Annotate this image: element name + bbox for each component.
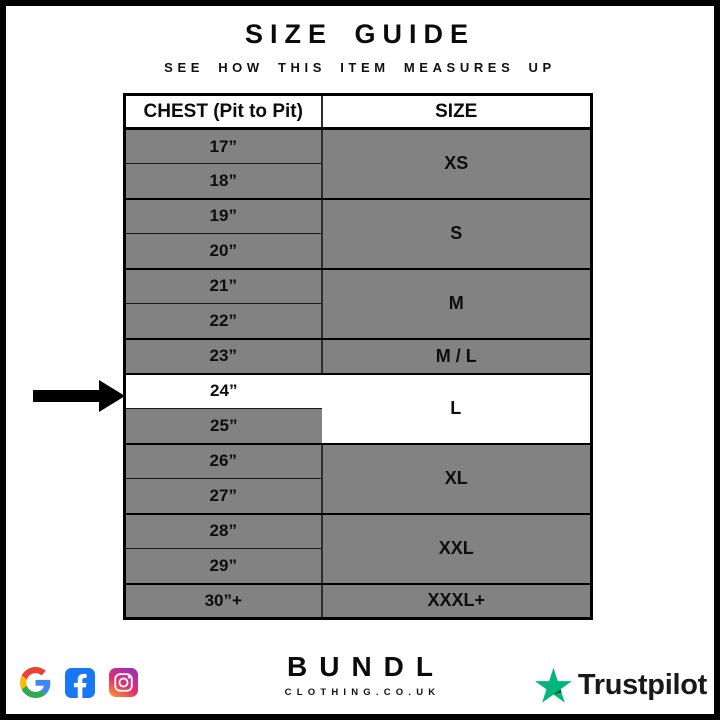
trustpilot-star-icon [535,667,572,703]
trustpilot-logo[interactable] [535,667,707,703]
brand-name: BUNDL [287,651,445,682]
chest-cell: 27” [125,479,322,514]
column-header-size: SIZE [322,95,592,129]
chest-cell: 25” [125,409,322,444]
table-row-highlighted [125,374,592,409]
brand-tagline: CLOTHING.CO.UK [284,687,441,698]
size-cell: M [322,269,592,339]
column-header-chest: CHEST (Pit to Pit) [125,95,322,129]
table-row [125,584,592,619]
table-row [125,514,592,549]
size-table [123,93,593,620]
size-cell: XXXL+ [322,584,592,619]
table-row [125,129,592,164]
table-row [125,444,592,479]
chest-cell: 21” [125,269,322,304]
page-subtitle: SEE HOW THIS ITEM MEASURES UP [164,60,556,75]
chest-cell: 22” [125,304,322,339]
chest-cell: 20” [125,234,322,269]
table-row [125,339,592,374]
size-cell: XS [322,129,592,199]
size-cell: XXL [322,514,592,584]
chest-cell: 19” [125,199,322,234]
trustpilot-label: Trustpilot [577,668,707,701]
table-row [125,199,592,234]
table-row [125,269,592,304]
chest-cell: 18” [125,164,322,199]
size-cell: XL [322,444,592,514]
chest-cell-highlighted: 24” [125,374,322,409]
row-pointer-arrow-icon [33,380,125,412]
chest-cell: 17” [125,129,322,164]
chest-cell: 30”+ [125,584,322,619]
table-header-row [125,95,592,129]
chest-cell: 23” [125,339,322,374]
page-title: SIZE GUIDE [244,19,476,49]
chest-cell: 29” [125,549,322,584]
size-cell-highlighted: L [322,374,592,444]
chest-cell: 28” [125,514,322,549]
size-cell: M / L [322,339,592,374]
chest-cell: 26” [125,444,322,479]
size-cell: S [322,199,592,269]
